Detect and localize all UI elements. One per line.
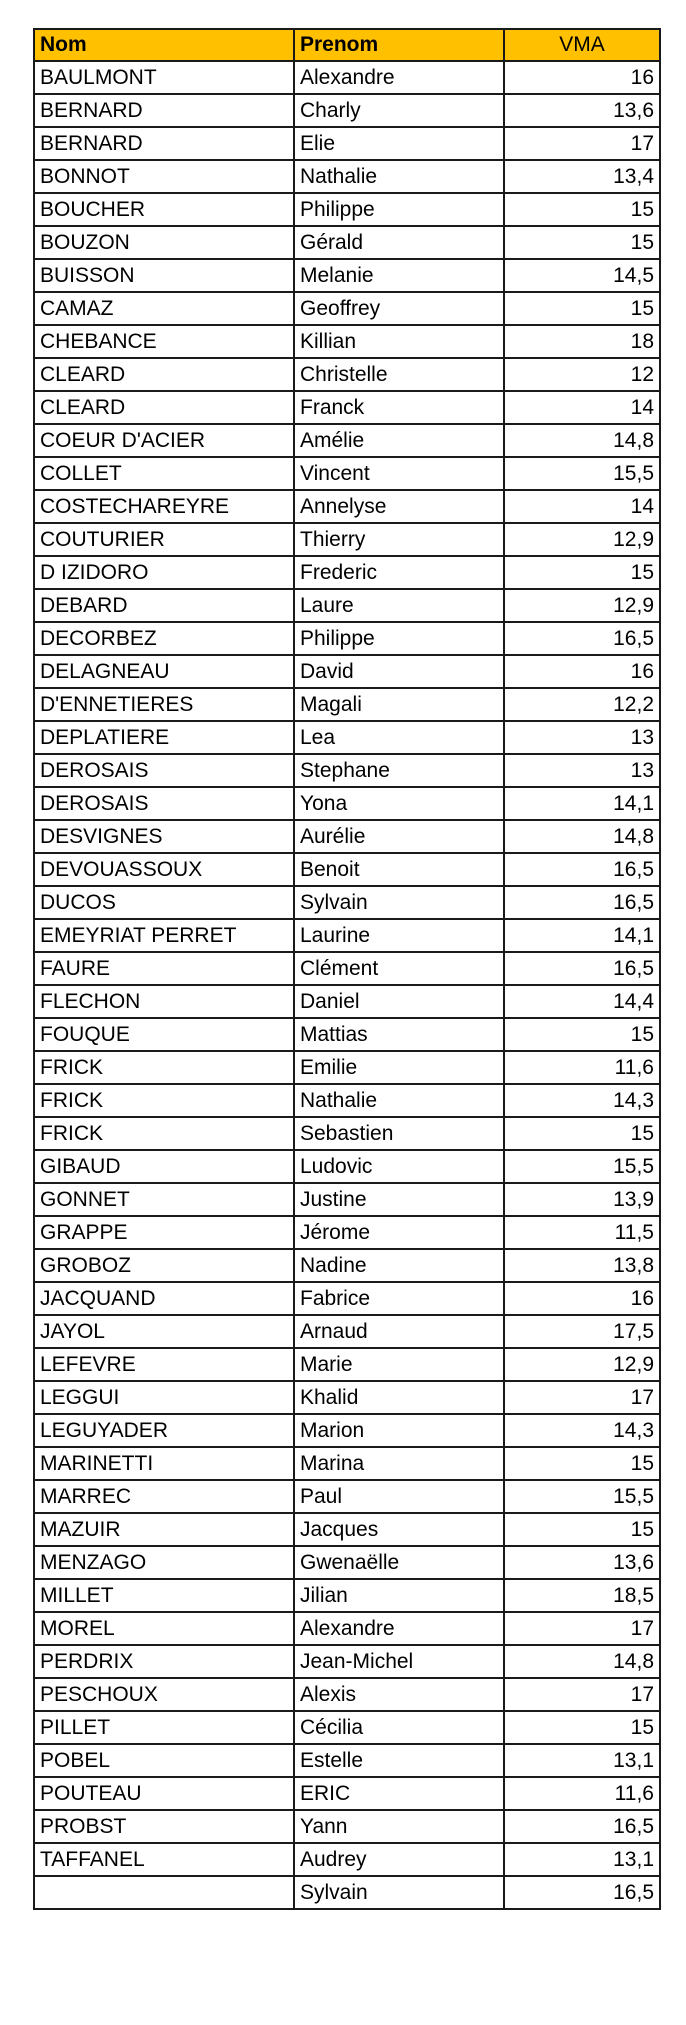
table-row <box>34 1315 660 1348</box>
cell-vma[interactable]: 11,5 <box>504 1216 660 1249</box>
cell-prenom[interactable]: Jilian <box>294 1579 504 1612</box>
cell-vma[interactable]: 12,9 <box>504 1348 660 1381</box>
cell-vma[interactable]: 14,3 <box>504 1084 660 1117</box>
cell-vma[interactable]: 18,5 <box>504 1579 660 1612</box>
cell-nom[interactable]: MARREC <box>34 1480 294 1513</box>
table-row <box>34 655 660 688</box>
cell-vma[interactable]: 16,5 <box>504 853 660 886</box>
cell-prenom[interactable]: Daniel <box>294 985 504 1018</box>
cell-vma[interactable]: 13,4 <box>504 160 660 193</box>
table-row <box>34 1282 660 1315</box>
cell-nom[interactable]: COLLET <box>34 457 294 490</box>
cell-nom[interactable]: PESCHOUX <box>34 1678 294 1711</box>
cell-nom[interactable]: MARINETTI <box>34 1447 294 1480</box>
cell-nom[interactable]: BOUCHER <box>34 193 294 226</box>
table-row <box>34 292 660 325</box>
cell-nom[interactable]: GRAPPE <box>34 1216 294 1249</box>
cell-vma[interactable]: 14,8 <box>504 424 660 457</box>
cell-nom[interactable]: DESVIGNES <box>34 820 294 853</box>
table-row <box>34 886 660 919</box>
cell-prenom[interactable]: Aurélie <box>294 820 504 853</box>
cell-prenom[interactable]: Gérald <box>294 226 504 259</box>
cell-vma[interactable]: 15 <box>504 1117 660 1150</box>
cell-prenom[interactable]: Marion <box>294 1414 504 1447</box>
table-row <box>34 688 660 721</box>
cell-prenom[interactable]: Gwenaëlle <box>294 1546 504 1579</box>
cell-nom[interactable]: CLEARD <box>34 391 294 424</box>
cell-nom[interactable]: CLEARD <box>34 358 294 391</box>
table-row <box>34 1150 660 1183</box>
header-row <box>34 29 660 61</box>
table-row <box>34 754 660 787</box>
cell-vma[interactable]: 13,1 <box>504 1744 660 1777</box>
cell-vma[interactable]: 16 <box>504 1282 660 1315</box>
cell-nom[interactable]: BAULMONT <box>34 61 294 94</box>
table-row <box>34 1876 660 1909</box>
cell-vma[interactable]: 17 <box>504 1612 660 1645</box>
cell-prenom[interactable]: Paul <box>294 1480 504 1513</box>
cell-prenom[interactable]: Elie <box>294 127 504 160</box>
table-row <box>34 1777 660 1810</box>
table-row <box>34 589 660 622</box>
cell-nom[interactable]: BERNARD <box>34 94 294 127</box>
cell-prenom[interactable]: Lea <box>294 721 504 754</box>
cell-prenom[interactable]: Yona <box>294 787 504 820</box>
cell-prenom[interactable]: Jérome <box>294 1216 504 1249</box>
cell-vma[interactable]: 17 <box>504 1678 660 1711</box>
cell-prenom[interactable]: Justine <box>294 1183 504 1216</box>
cell-nom[interactable]: FRICK <box>34 1084 294 1117</box>
cell-nom[interactable]: GIBAUD <box>34 1150 294 1183</box>
table-row <box>34 160 660 193</box>
cell-nom[interactable]: DEBARD <box>34 589 294 622</box>
cell-prenom[interactable]: Alexis <box>294 1678 504 1711</box>
cell-prenom[interactable]: Vincent <box>294 457 504 490</box>
cell-prenom[interactable]: Yann <box>294 1810 504 1843</box>
cell-nom[interactable]: CHEBANCE <box>34 325 294 358</box>
table-row <box>34 1117 660 1150</box>
cell-vma[interactable]: 13,9 <box>504 1183 660 1216</box>
cell-nom[interactable]: POBEL <box>34 1744 294 1777</box>
cell-nom[interactable]: COSTECHAREYRE <box>34 490 294 523</box>
table-row <box>34 1744 660 1777</box>
cell-vma[interactable]: 11,6 <box>504 1051 660 1084</box>
cell-nom[interactable]: PERDRIX <box>34 1645 294 1678</box>
cell-prenom[interactable]: Benoit <box>294 853 504 886</box>
cell-nom[interactable]: LEGGUI <box>34 1381 294 1414</box>
cell-vma[interactable]: 14 <box>504 391 660 424</box>
table-row <box>34 1018 660 1051</box>
cell-vma[interactable]: 14,8 <box>504 1645 660 1678</box>
cell-nom[interactable]: PROBST <box>34 1810 294 1843</box>
cell-nom[interactable]: JACQUAND <box>34 1282 294 1315</box>
cell-vma[interactable]: 14,8 <box>504 820 660 853</box>
cell-nom[interactable]: FRICK <box>34 1051 294 1084</box>
cell-nom[interactable]: LEGUYADER <box>34 1414 294 1447</box>
cell-prenom[interactable]: Fabrice <box>294 1282 504 1315</box>
cell-vma[interactable]: 13,8 <box>504 1249 660 1282</box>
table-row <box>34 1348 660 1381</box>
cell-nom[interactable]: DECORBEZ <box>34 622 294 655</box>
cell-prenom[interactable]: Melanie <box>294 259 504 292</box>
cell-prenom[interactable]: Geoffrey <box>294 292 504 325</box>
cell-prenom[interactable]: Khalid <box>294 1381 504 1414</box>
table-row <box>34 325 660 358</box>
cell-prenom[interactable]: Sebastien <box>294 1117 504 1150</box>
cell-nom[interactable]: D'ENNETIERES <box>34 688 294 721</box>
table-row <box>34 853 660 886</box>
cell-prenom[interactable]: Jean-Michel <box>294 1645 504 1678</box>
cell-vma[interactable]: 15,5 <box>504 1150 660 1183</box>
cell-vma[interactable]: 16,5 <box>504 952 660 985</box>
cell-vma[interactable]: 15,5 <box>504 1480 660 1513</box>
cell-vma[interactable]: 13,6 <box>504 1546 660 1579</box>
table-row <box>34 787 660 820</box>
cell-prenom[interactable]: Thierry <box>294 523 504 556</box>
cell-nom[interactable]: DEROSAIS <box>34 754 294 787</box>
table-row <box>34 622 660 655</box>
cell-prenom[interactable]: Killian <box>294 325 504 358</box>
cell-nom[interactable]: PILLET <box>34 1711 294 1744</box>
cell-vma[interactable]: 15 <box>504 193 660 226</box>
cell-vma[interactable]: 16,5 <box>504 886 660 919</box>
cell-prenom[interactable]: Audrey <box>294 1843 504 1876</box>
cell-prenom[interactable]: Philippe <box>294 622 504 655</box>
cell-prenom[interactable]: Clément <box>294 952 504 985</box>
cell-prenom[interactable]: Charly <box>294 94 504 127</box>
table-row <box>34 523 660 556</box>
cell-prenom[interactable]: Alexandre <box>294 61 504 94</box>
table-header <box>34 29 660 61</box>
cell-prenom[interactable]: Sylvain <box>294 886 504 919</box>
table-row <box>34 127 660 160</box>
header-nom[interactable]: Nom <box>34 29 294 61</box>
table-row <box>34 1216 660 1249</box>
cell-vma[interactable]: 14,1 <box>504 787 660 820</box>
spreadsheet-sheet <box>33 28 659 1910</box>
cell-prenom[interactable]: Franck <box>294 391 504 424</box>
table-row <box>34 61 660 94</box>
cell-prenom[interactable]: Marie <box>294 1348 504 1381</box>
cell-nom[interactable]: FAURE <box>34 952 294 985</box>
cell-vma[interactable]: 17,5 <box>504 1315 660 1348</box>
cell-nom[interactable]: BERNARD <box>34 127 294 160</box>
table-row <box>34 193 660 226</box>
cell-nom[interactable]: BUISSON <box>34 259 294 292</box>
cell-nom[interactable]: TAFFANEL <box>34 1843 294 1876</box>
cell-prenom[interactable]: Emilie <box>294 1051 504 1084</box>
cell-vma[interactable]: 15 <box>504 292 660 325</box>
table-row <box>34 457 660 490</box>
cell-vma[interactable]: 16 <box>504 61 660 94</box>
cell-prenom[interactable]: Nathalie <box>294 1084 504 1117</box>
table-row <box>34 490 660 523</box>
cell-vma[interactable]: 15 <box>504 556 660 589</box>
cell-nom[interactable]: D IZIDORO <box>34 556 294 589</box>
cell-vma[interactable]: 16,5 <box>504 1876 660 1909</box>
table-row <box>34 1051 660 1084</box>
table-row <box>34 1678 660 1711</box>
cell-nom[interactable]: GONNET <box>34 1183 294 1216</box>
cell-nom[interactable]: POUTEAU <box>34 1777 294 1810</box>
cell-vma[interactable]: 15 <box>504 1711 660 1744</box>
table-row <box>34 226 660 259</box>
cell-nom[interactable]: BONNOT <box>34 160 294 193</box>
cell-prenom[interactable]: Cécilia <box>294 1711 504 1744</box>
cell-vma[interactable]: 14,5 <box>504 259 660 292</box>
cell-prenom[interactable]: ERIC <box>294 1777 504 1810</box>
table-row <box>34 919 660 952</box>
cell-nom[interactable]: CAMAZ <box>34 292 294 325</box>
cell-vma[interactable]: 14,4 <box>504 985 660 1018</box>
cell-prenom[interactable]: Arnaud <box>294 1315 504 1348</box>
cell-vma[interactable]: 12,2 <box>504 688 660 721</box>
cell-vma[interactable]: 15 <box>504 1447 660 1480</box>
cell-prenom[interactable]: Estelle <box>294 1744 504 1777</box>
cell-vma[interactable]: 15,5 <box>504 457 660 490</box>
cell-prenom[interactable]: Laure <box>294 589 504 622</box>
table-row <box>34 1480 660 1513</box>
table-row <box>34 259 660 292</box>
cell-vma[interactable]: 16,5 <box>504 1810 660 1843</box>
table-row <box>34 985 660 1018</box>
table-row <box>34 1546 660 1579</box>
cell-prenom[interactable]: Ludovic <box>294 1150 504 1183</box>
cell-nom[interactable]: FOUQUE <box>34 1018 294 1051</box>
cell-vma[interactable]: 14,1 <box>504 919 660 952</box>
cell-nom[interactable]: MENZAGO <box>34 1546 294 1579</box>
cell-vma[interactable]: 12,9 <box>504 523 660 556</box>
table-row <box>34 1414 660 1447</box>
cell-prenom[interactable]: Marina <box>294 1447 504 1480</box>
table-row <box>34 1612 660 1645</box>
cell-vma[interactable]: 15 <box>504 1513 660 1546</box>
cell-prenom[interactable]: Christelle <box>294 358 504 391</box>
cell-nom[interactable]: MILLET <box>34 1579 294 1612</box>
cell-nom[interactable]: EMEYRIAT PERRET <box>34 919 294 952</box>
cell-prenom[interactable]: Nathalie <box>294 160 504 193</box>
cell-vma[interactable]: 16 <box>504 655 660 688</box>
cell-vma[interactable]: 15 <box>504 226 660 259</box>
table-row <box>34 952 660 985</box>
cell-vma[interactable]: 18 <box>504 325 660 358</box>
cell-nom[interactable]: FLECHON <box>34 985 294 1018</box>
cell-vma[interactable]: 13 <box>504 721 660 754</box>
cell-nom[interactable] <box>34 1876 294 1909</box>
cell-prenom[interactable]: Stephane <box>294 754 504 787</box>
table-row <box>34 820 660 853</box>
cell-nom[interactable]: LEFEVRE <box>34 1348 294 1381</box>
table-row <box>34 1249 660 1282</box>
table-row <box>34 1447 660 1480</box>
cell-vma[interactable]: 16,5 <box>504 622 660 655</box>
cell-vma[interactable]: 11,6 <box>504 1777 660 1810</box>
cell-vma[interactable]: 12 <box>504 358 660 391</box>
cell-vma[interactable]: 13,6 <box>504 94 660 127</box>
table-row <box>34 94 660 127</box>
table-row <box>34 721 660 754</box>
header-vma[interactable]: VMA <box>504 29 660 61</box>
table-body <box>34 61 660 1909</box>
cell-nom[interactable]: BOUZON <box>34 226 294 259</box>
cell-prenom[interactable]: Annelyse <box>294 490 504 523</box>
cell-nom[interactable]: COUTURIER <box>34 523 294 556</box>
cell-vma[interactable]: 12,9 <box>504 589 660 622</box>
cell-nom[interactable]: JAYOL <box>34 1315 294 1348</box>
cell-vma[interactable]: 13,1 <box>504 1843 660 1876</box>
cell-nom[interactable]: MOREL <box>34 1612 294 1645</box>
cell-prenom[interactable]: Mattias <box>294 1018 504 1051</box>
table-row <box>34 424 660 457</box>
cell-prenom[interactable]: Laurine <box>294 919 504 952</box>
cell-vma[interactable]: 14 <box>504 490 660 523</box>
cell-nom[interactable]: COEUR D'ACIER <box>34 424 294 457</box>
cell-prenom[interactable]: Nadine <box>294 1249 504 1282</box>
table-row <box>34 556 660 589</box>
cell-prenom[interactable]: Alexandre <box>294 1612 504 1645</box>
table-row <box>34 1513 660 1546</box>
table-row <box>34 1711 660 1744</box>
table-row <box>34 1579 660 1612</box>
vma-table <box>33 28 661 1910</box>
cell-vma[interactable]: 17 <box>504 127 660 160</box>
table-row <box>34 1810 660 1843</box>
table-row <box>34 1381 660 1414</box>
cell-vma[interactable]: 14,3 <box>504 1414 660 1447</box>
cell-prenom[interactable]: Magali <box>294 688 504 721</box>
cell-nom[interactable]: FRICK <box>34 1117 294 1150</box>
cell-nom[interactable]: GROBOZ <box>34 1249 294 1282</box>
cell-nom[interactable]: DUCOS <box>34 886 294 919</box>
table-row <box>34 1843 660 1876</box>
cell-prenom[interactable]: Frederic <box>294 556 504 589</box>
cell-vma[interactable]: 17 <box>504 1381 660 1414</box>
cell-prenom[interactable]: Amélie <box>294 424 504 457</box>
cell-nom[interactable]: DEROSAIS <box>34 787 294 820</box>
cell-prenom[interactable]: Philippe <box>294 193 504 226</box>
cell-vma[interactable]: 13 <box>504 754 660 787</box>
table-row <box>34 1645 660 1678</box>
cell-nom[interactable]: DELAGNEAU <box>34 655 294 688</box>
cell-nom[interactable]: DEPLATIERE <box>34 721 294 754</box>
cell-nom[interactable]: MAZUIR <box>34 1513 294 1546</box>
header-prenom[interactable]: Prenom <box>294 29 504 61</box>
cell-nom[interactable]: DEVOUASSOUX <box>34 853 294 886</box>
cell-prenom[interactable]: David <box>294 655 504 688</box>
table-row <box>34 1183 660 1216</box>
cell-prenom[interactable]: Sylvain <box>294 1876 504 1909</box>
table-row <box>34 391 660 424</box>
table-row <box>34 1084 660 1117</box>
table-row <box>34 358 660 391</box>
cell-prenom[interactable]: Jacques <box>294 1513 504 1546</box>
cell-vma[interactable]: 15 <box>504 1018 660 1051</box>
